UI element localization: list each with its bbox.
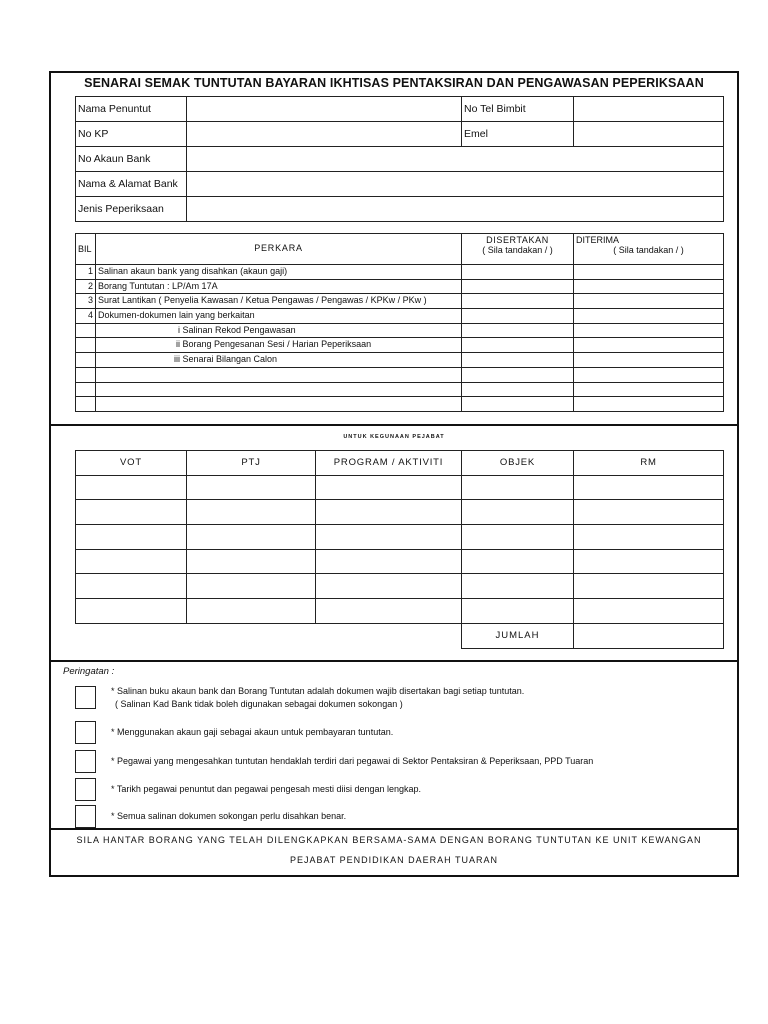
row-number: 2 (76, 279, 96, 294)
vot-cell[interactable] (76, 549, 187, 574)
program-cell[interactable] (316, 475, 462, 500)
ptj-cell[interactable] (187, 574, 316, 599)
row-perkara: Dokumen-dokumen lain yang berkaitan (96, 309, 462, 324)
reminder-text: * Salinan buku akaun bank dan Borang Tuntutan adalah dokumen wajib disertakan bagi setiap tuntutan. (111, 686, 525, 696)
table-row (76, 599, 724, 624)
row-number: 4 (76, 309, 96, 324)
program-cell[interactable] (316, 500, 462, 525)
table-row (76, 475, 724, 500)
rm-cell[interactable] (574, 500, 724, 525)
table-row (76, 294, 724, 309)
diterima-cell[interactable] (574, 382, 724, 397)
form-title: SENARAI SEMAK TUNTUTAN BAYARAN IKHTISAS PENTAKSIRAN DAN PENGAWASAN PEPERIKSAAN (84, 76, 704, 90)
nama-penuntut-label: Nama Penuntut (76, 97, 187, 122)
row-perkara: ii Borang Pengesanan Sesi / Harian Peperiksaan (96, 338, 462, 353)
table-row (76, 382, 724, 397)
reminder-checkbox-2[interactable] (75, 721, 96, 744)
peringatan-title: Peringatan : (63, 666, 115, 677)
reminder-item-4: * Tarikh pegawai penuntut dan pegawai pengesah mesti diisi dengan lengkap. (111, 784, 422, 794)
diterima-cell[interactable] (574, 397, 724, 412)
row-perkara[interactable] (96, 382, 462, 397)
table-row (76, 525, 724, 550)
disertakan-subtitle: ( Sila tandakan / ) (482, 244, 553, 255)
objek-cell[interactable] (462, 549, 574, 574)
table-row (76, 397, 724, 412)
program-header: PROGRAM / AKTIVITI (316, 451, 462, 476)
program-cell[interactable] (316, 525, 462, 550)
jumlah-label: JUMLAH (462, 623, 574, 648)
diterima-cell[interactable] (574, 294, 724, 309)
ptj-cell[interactable] (187, 500, 316, 525)
vot-cell[interactable] (76, 599, 187, 624)
vot-cell[interactable] (76, 525, 187, 550)
reminder-checkbox-5[interactable] (75, 805, 96, 828)
vot-cell[interactable] (76, 574, 187, 599)
diterima-subtitle: ( Sila tandakan / ) (613, 244, 684, 255)
table-row (76, 367, 724, 382)
diterima-cell[interactable] (574, 323, 724, 338)
nama-alamat-bank-label: Nama & Alamat Bank (76, 172, 187, 197)
row-number (76, 382, 96, 397)
bil-header: BIL (76, 234, 96, 265)
disertakan-cell[interactable] (462, 323, 574, 338)
rm-cell[interactable] (574, 525, 724, 550)
row-number (76, 367, 96, 382)
row-perkara: Salinan akaun bank yang disahkan (akaun gaji) (96, 265, 462, 280)
row-number (76, 323, 96, 338)
section-divider (51, 424, 737, 426)
jenis-peperiksaan-field[interactable] (187, 197, 724, 222)
office-use-table (75, 450, 724, 649)
ptj-cell[interactable] (187, 525, 316, 550)
diterima-title: DITERIMA (576, 235, 620, 245)
ptj-cell[interactable] (187, 549, 316, 574)
disertakan-header (462, 234, 574, 265)
diterima-header (574, 234, 724, 265)
disertakan-cell[interactable] (462, 279, 574, 294)
nama-alamat-bank-field[interactable] (187, 172, 724, 197)
vot-cell[interactable] (76, 475, 187, 500)
row-perkara: i Salinan Rekod Pengawasan (96, 323, 462, 338)
diterima-cell[interactable] (574, 309, 724, 324)
diterima-cell[interactable] (574, 353, 724, 368)
reminder-checkbox-1[interactable] (75, 686, 96, 709)
rm-cell[interactable] (574, 599, 724, 624)
reminder-item-1 (111, 685, 524, 711)
objek-cell[interactable] (462, 475, 574, 500)
reminder-item-5: * Semua salinan dokumen sokongan perlu disahkan benar. (111, 811, 347, 821)
blank-cell (187, 623, 316, 648)
row-number: 1 (76, 265, 96, 280)
disertakan-cell[interactable] (462, 309, 574, 324)
vot-header: VOT (76, 451, 187, 476)
jenis-peperiksaan-label: Jenis Peperiksaan (76, 197, 187, 222)
reminder-item-2: * Menggunakan akaun gaji sebagai akaun untuk pembayaran tuntutan. (111, 727, 394, 737)
disertakan-title: DISERTAKAN (486, 235, 549, 245)
ptj-cell[interactable] (187, 475, 316, 500)
table-row (76, 549, 724, 574)
objek-cell[interactable] (462, 574, 574, 599)
document-checklist-table (75, 233, 724, 412)
blank-cell (76, 623, 187, 648)
table-row (76, 323, 724, 338)
table-row (76, 265, 724, 280)
reminder-checkbox-3[interactable] (75, 750, 96, 773)
disertakan-cell[interactable] (462, 353, 574, 368)
vot-cell[interactable] (76, 500, 187, 525)
program-cell[interactable] (316, 549, 462, 574)
diterima-cell[interactable] (574, 367, 724, 382)
claimant-info-table (75, 96, 724, 222)
section-divider (51, 660, 737, 662)
rm-header: RM (574, 451, 724, 476)
jumlah-field[interactable] (574, 623, 724, 648)
perkara-header: PERKARA (96, 234, 462, 265)
table-row (76, 353, 724, 368)
diterima-cell[interactable] (574, 338, 724, 353)
no-akaun-label: No Akaun Bank (76, 147, 187, 172)
disertakan-cell[interactable] (462, 338, 574, 353)
disertakan-cell[interactable] (462, 382, 574, 397)
diterima-cell[interactable] (574, 279, 724, 294)
row-number: 3 (76, 294, 96, 309)
row-number (76, 397, 96, 412)
office-use-label: UNTUK KEGUNAAN PEJABAT (343, 434, 445, 440)
rm-cell[interactable] (574, 475, 724, 500)
no-kp-field[interactable] (187, 122, 462, 147)
table-row (76, 309, 724, 324)
program-cell[interactable] (316, 599, 462, 624)
objek-cell[interactable] (462, 599, 574, 624)
row-number (76, 338, 96, 353)
emel-label: Emel (462, 122, 574, 147)
reminder-note: ( Salinan Kad Bank tidak boleh digunakan sebagai dokumen sokongan ) (115, 699, 403, 709)
blank-cell (316, 623, 462, 648)
objek-header: OBJEK (462, 451, 574, 476)
row-perkara: Surat Lantikan ( Penyelia Kawasan / Ketua Pengawas / Pengawas / KPKw / PKw ) (96, 294, 462, 309)
table-row (76, 574, 724, 599)
row-number (76, 353, 96, 368)
table-row (76, 338, 724, 353)
no-kp-label: No KP (76, 122, 187, 147)
ptj-cell[interactable] (187, 599, 316, 624)
nama-penuntut-field[interactable] (187, 97, 462, 122)
reminder-checkbox-4[interactable] (75, 778, 96, 801)
program-cell[interactable] (316, 574, 462, 599)
rm-cell[interactable] (574, 574, 724, 599)
disertakan-cell[interactable] (462, 294, 574, 309)
no-tel-field[interactable] (574, 97, 724, 122)
rm-cell[interactable] (574, 549, 724, 574)
no-tel-label: No Tel Bimbit (462, 97, 574, 122)
section-divider (51, 828, 737, 830)
checklist-form (49, 71, 739, 877)
reminder-item-3: * Pegawai yang mengesahkan tuntutan hendaklah terdiri dari pegawai di Sektor Pentaksiran & Peperiksaan, PPD Tuaran (111, 756, 594, 766)
no-akaun-field[interactable] (187, 147, 724, 172)
emel-field[interactable] (574, 122, 724, 147)
row-perkara[interactable] (96, 367, 462, 382)
objek-cell[interactable] (462, 500, 574, 525)
disertakan-cell[interactable] (462, 367, 574, 382)
table-row (76, 500, 724, 525)
diterima-cell[interactable] (574, 265, 724, 280)
disertakan-cell[interactable] (462, 265, 574, 280)
row-perkara: Borang Tuntutan : LP/Am 17A (96, 279, 462, 294)
table-row (76, 279, 724, 294)
disertakan-cell[interactable] (462, 397, 574, 412)
objek-cell[interactable] (462, 525, 574, 550)
office-name: PEJABAT PENDIDIKAN DAERAH TUARAN (289, 855, 499, 865)
jumlah-row (76, 623, 724, 648)
row-perkara: iii Senarai Bilangan Calon (96, 353, 462, 368)
ptj-header: PTJ (187, 451, 316, 476)
row-perkara[interactable] (96, 397, 462, 412)
submission-instruction: SILA HANTAR BORANG YANG TELAH DILENGKAPKAN BERSAMA-SAMA DENGAN BORANG TUNTUTAN KE UNIT KEWANGAN (76, 835, 702, 845)
